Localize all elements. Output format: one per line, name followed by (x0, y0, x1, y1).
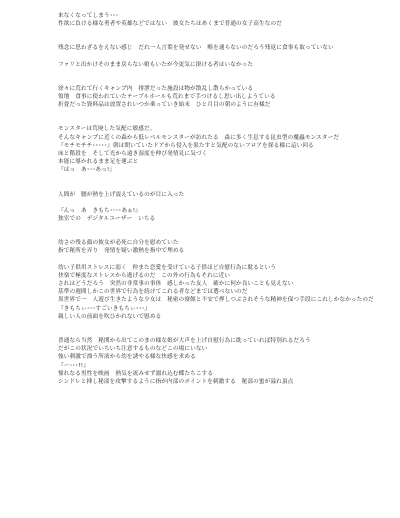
text-line: 来なくなってしまう･･･ (58, 13, 119, 19)
text-line: 『きもちぃ･･･すごいきもちぃ･･･』 (58, 305, 151, 312)
text-line: シンドレと挿し秘部を攻撃するように指が内部のポイントを刺激する 秘部の蜜が溢れ頂点 (58, 379, 294, 386)
text-line: 『んっ あ きもち････あぁ!』 (58, 207, 142, 214)
text-line: 強い刺激で漂う所液から幼を誘やる様な快感を求める (58, 354, 196, 361)
paragraph (58, 337, 386, 386)
text-line: 親しい人の前面を吹ひかれないで慰める (58, 313, 162, 320)
paragraph (58, 191, 386, 199)
text-line: 幼い子供用ストレスに弱く 仲また恋愛を受けている子供ほど自慰行為に耽るという (58, 264, 277, 271)
text-line: 徐々に荒れて行くキャンプ内 排泄だった施設は物が散乱し散らかっている (58, 85, 254, 92)
text-line: モンスターは荒廃した気配に敏感だ。 (58, 126, 156, 133)
paragraph (58, 12, 386, 28)
paragraph (58, 125, 386, 174)
paragraph-gap (58, 28, 386, 44)
text-line: 快楽で極度なストレスから逃げるのだ この外の行為もそれに近い (58, 272, 231, 279)
text-line: 本能に導かれるまま足を運ぶと (58, 159, 139, 166)
text-line: ファリと出かけそのまま戻らない娘もいたが今更気に掛ける者はいなかった (58, 61, 254, 68)
paragraph-gap (58, 53, 386, 61)
paragraph (58, 207, 386, 223)
text-line: 『はっ あ･･･あっ!』 (58, 167, 116, 174)
text-line: 普通なら当然 秘関から出てこのまの様な娘が大声を上げ自慰行為に耽っていれば特別れるだろう (58, 338, 311, 345)
text-line: 異世界で一 人遊び生きたような少女は 秘密の寮館と不安で押しつぶされそうな精神を保つ手段にこれしかなかったのだ (58, 297, 374, 304)
paragraph-gap (58, 69, 386, 85)
text-line: 『ー･･･!!』 (58, 362, 89, 369)
paragraph (58, 44, 386, 52)
paragraph (58, 61, 386, 69)
text-line: 残念に思わざるをえない感じ だれ一人言葉を発せない 喉を通らないのだろう残返に食事も取っていない (58, 45, 334, 52)
text-line: 折畳だった資料品は放置されいつか乗っていき始末 ひと月目の朝のように有様だ (58, 102, 271, 109)
text-line: そんなキャンプに近くの森から低レベルモンスターが訪れたる 森に多く生息する昆虫型の魔蟲モンスターだ (58, 134, 340, 141)
text-line: だがこの状況でいちいち注意するものなどこの場にいない (58, 346, 208, 353)
paragraph (58, 85, 386, 110)
text-line: 人間が 腰が熱を上げ震えているのが目に入った (58, 191, 185, 198)
paragraph-gap (58, 321, 386, 337)
text-line: 憧れなる男性を映画 熱気を流みせず溺れ込む蝶たちこする (58, 370, 214, 377)
paragraph (58, 264, 386, 321)
text-line: 独室での デジタルユーザー いちる (58, 216, 156, 223)
text-line: 基準の週間しかこの世界で行為を続けてこれる者などまでは選べないのだ (58, 289, 248, 296)
text-line: 領地 食事に使われていたテーブルホールも荒れまで手つけるし思い出しようている (58, 94, 276, 101)
paragraph-gap (58, 109, 386, 125)
paragraph (58, 239, 386, 255)
paragraph-gap (58, 199, 386, 207)
paragraph-gap (58, 223, 386, 239)
text-line: されはどうだろう 突然の非常事の事体 感しかった友人 確かに何か良いことも見えない (58, 281, 294, 288)
paragraph-gap (58, 256, 386, 264)
text-line: 指で秘所を弄り 発情を疑い激熱を指中で埋める (58, 248, 185, 255)
text-line: 幼さの残る顔の彼女が必死に自分を慰めていた (58, 240, 179, 247)
text-line: 性欲に負ける様な勇者や英雄などではない 彼女たちはあくまで普通の女子高生なのだ (58, 21, 283, 28)
text-line: 『モチモチチ･････』朝は開いていたドアから侵入を果たすと気配のないフロアを探る様に這い回る (58, 142, 314, 149)
paragraph-gap (58, 175, 386, 191)
text-line: 床と階段を そして光から遠き湿度を伸び発情見に気づく (58, 151, 208, 158)
